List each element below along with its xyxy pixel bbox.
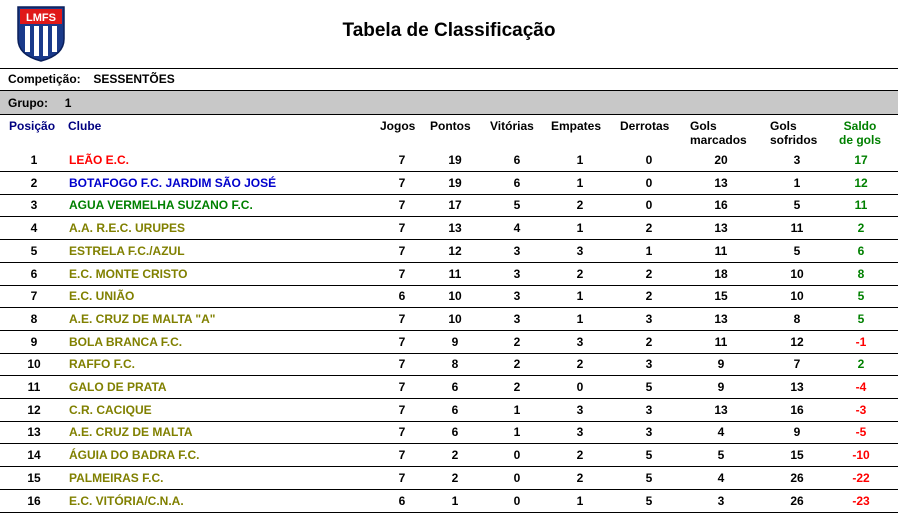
club-name-cell: BOTAFOGO F.C. JARDIM SÃO JOSÉ xyxy=(69,175,277,190)
games-cell: 7 xyxy=(398,243,406,258)
games-cell: 7 xyxy=(398,153,406,167)
goal-difference-cell: 6 xyxy=(857,243,865,258)
points-cell: 10 xyxy=(448,311,462,326)
table-row xyxy=(0,149,898,172)
losses-cell: 5 xyxy=(645,448,653,463)
table-row xyxy=(0,172,898,195)
games-cell: 7 xyxy=(398,311,406,326)
group-value: 1 xyxy=(64,96,72,110)
goals-against-cell: 1 xyxy=(793,175,801,190)
losses-cell: 2 xyxy=(645,266,653,281)
draws-cell: 2 xyxy=(576,357,584,372)
club-name-cell: E.C. UNIÃO xyxy=(69,289,135,304)
goal-difference-cell: -23 xyxy=(852,493,870,508)
competition-line xyxy=(8,72,175,86)
col-header-draws: Empates xyxy=(551,119,602,133)
wins-cell: 0 xyxy=(513,493,521,508)
goal-difference-cell: 12 xyxy=(854,175,868,190)
goal-difference-cell: 8 xyxy=(857,266,865,281)
position-cell: 5 xyxy=(30,243,38,258)
goals-for-cell: 13 xyxy=(714,402,728,417)
goals-for-cell: 16 xyxy=(714,198,728,213)
col-header-games: Jogos xyxy=(380,119,416,133)
draws-cell: 1 xyxy=(576,221,584,236)
draws-cell: 1 xyxy=(576,153,584,167)
table-row xyxy=(0,331,898,354)
position-cell: 7 xyxy=(30,289,38,304)
goals-against-cell: 16 xyxy=(790,402,804,417)
goals-against-cell: 9 xyxy=(793,425,801,440)
col-header-wins: Vitórias xyxy=(490,119,534,133)
losses-cell: 5 xyxy=(645,470,653,485)
draws-cell: 1 xyxy=(576,289,584,304)
club-name-cell: ÁGUIA DO BADRA F.C. xyxy=(69,448,200,463)
position-cell: 15 xyxy=(27,470,41,485)
losses-cell: 5 xyxy=(645,380,653,394)
col-header-goals-against: Gols sofridos xyxy=(770,119,818,147)
wins-cell: 4 xyxy=(513,221,521,236)
position-cell: 8 xyxy=(30,311,38,326)
games-cell: 7 xyxy=(398,198,406,213)
goals-for-cell: 13 xyxy=(714,175,728,190)
games-cell: 6 xyxy=(398,493,406,508)
group-label: Grupo: xyxy=(8,96,48,110)
losses-cell: 3 xyxy=(645,311,653,326)
col-header-points: Pontos xyxy=(430,119,471,133)
table-row xyxy=(0,217,898,240)
position-cell: 9 xyxy=(30,334,38,349)
club-name-cell: A.A. R.E.C. URUPES xyxy=(69,221,186,236)
draws-cell: 1 xyxy=(576,493,584,508)
divider xyxy=(0,68,898,69)
goals-for-cell: 4 xyxy=(717,470,725,485)
goals-against-cell: 13 xyxy=(790,380,804,394)
wins-cell: 3 xyxy=(513,243,521,258)
goals-against-cell: 15 xyxy=(790,448,804,463)
wins-cell: 2 xyxy=(513,380,521,394)
points-cell: 6 xyxy=(451,425,459,440)
goals-against-cell: 5 xyxy=(793,198,801,213)
goal-difference-cell: -22 xyxy=(852,470,870,485)
draws-cell: 2 xyxy=(576,198,584,213)
wins-cell: 1 xyxy=(513,402,521,417)
points-cell: 6 xyxy=(451,380,459,394)
goals-for-cell: 9 xyxy=(717,357,725,372)
goals-for-cell: 3 xyxy=(717,493,725,508)
position-cell: 3 xyxy=(30,198,38,213)
goals-against-cell: 10 xyxy=(790,266,804,281)
wins-cell: 3 xyxy=(513,311,521,326)
club-name-cell: E.C. VITÓRIA/C.N.A. xyxy=(69,493,184,508)
draws-cell: 2 xyxy=(576,448,584,463)
draws-cell: 3 xyxy=(576,243,584,258)
club-name-cell: LEÃO E.C. xyxy=(69,153,130,167)
position-cell: 6 xyxy=(30,266,38,281)
draws-cell: 3 xyxy=(576,425,584,440)
position-cell: 1 xyxy=(30,153,38,167)
losses-cell: 0 xyxy=(645,175,653,190)
goals-against-cell: 8 xyxy=(793,311,801,326)
table-row xyxy=(0,467,898,490)
losses-cell: 2 xyxy=(645,289,653,304)
losses-cell: 2 xyxy=(645,221,653,236)
losses-cell: 0 xyxy=(645,153,653,167)
table-row xyxy=(0,421,898,444)
points-cell: 19 xyxy=(448,175,462,190)
points-cell: 6 xyxy=(451,402,459,417)
games-cell: 7 xyxy=(398,470,406,485)
draws-cell: 3 xyxy=(576,334,584,349)
draws-cell: 2 xyxy=(576,266,584,281)
col-header-goal-difference: Saldo de gols xyxy=(838,119,881,147)
draws-cell: 1 xyxy=(576,175,584,190)
games-cell: 7 xyxy=(398,448,406,463)
position-cell: 10 xyxy=(27,357,41,372)
games-cell: 7 xyxy=(398,221,406,236)
goal-difference-cell: -4 xyxy=(855,380,867,394)
goal-difference-cell: 2 xyxy=(857,357,865,372)
goals-for-cell: 18 xyxy=(714,266,728,281)
table-row xyxy=(0,263,898,286)
points-cell: 2 xyxy=(451,448,459,463)
points-cell: 9 xyxy=(451,334,459,349)
table-row xyxy=(0,308,898,331)
position-cell: 2 xyxy=(30,175,38,190)
club-name-cell: A.E. CRUZ DE MALTA xyxy=(69,425,193,440)
competition-value: SESSENTÕES xyxy=(93,72,175,86)
goal-difference-cell: -10 xyxy=(852,448,870,463)
points-cell: 1 xyxy=(451,493,459,508)
col-header-losses: Derrotas xyxy=(620,119,670,133)
group-line xyxy=(8,96,71,110)
games-cell: 6 xyxy=(398,289,406,304)
losses-cell: 0 xyxy=(645,198,653,213)
goals-against-cell: 26 xyxy=(790,493,804,508)
points-cell: 11 xyxy=(448,266,462,281)
goal-difference-cell: 5 xyxy=(857,289,865,304)
goals-for-cell: 13 xyxy=(714,221,728,236)
wins-cell: 0 xyxy=(513,448,521,463)
table-row xyxy=(0,285,898,308)
games-cell: 7 xyxy=(398,425,406,440)
group-band xyxy=(0,91,898,114)
goal-difference-cell: -1 xyxy=(855,334,867,349)
points-cell: 10 xyxy=(448,289,462,304)
losses-cell: 5 xyxy=(645,493,653,508)
club-name-cell: ESTRELA F.C./AZUL xyxy=(69,243,185,258)
table-row xyxy=(0,240,898,263)
wins-cell: 3 xyxy=(513,266,521,281)
points-cell: 8 xyxy=(451,357,459,372)
table-row xyxy=(0,399,898,422)
club-name-cell: E.C. MONTE CRISTO xyxy=(69,266,188,281)
games-cell: 7 xyxy=(398,334,406,349)
goal-difference-cell: 11 xyxy=(854,198,868,213)
goals-against-cell: 10 xyxy=(790,289,804,304)
wins-cell: 6 xyxy=(513,153,521,167)
col-header-club: Clube xyxy=(68,119,102,133)
goals-against-cell: 11 xyxy=(790,221,804,236)
goals-against-cell: 7 xyxy=(793,357,801,372)
position-cell: 13 xyxy=(27,425,41,440)
table-row xyxy=(0,353,898,376)
goals-against-cell: 12 xyxy=(790,334,804,349)
goal-difference-cell: 2 xyxy=(857,221,865,236)
goals-for-cell: 9 xyxy=(717,380,725,394)
goal-difference-cell: 17 xyxy=(854,153,868,167)
position-cell: 16 xyxy=(27,493,41,508)
competition-label: Competição: xyxy=(8,72,81,86)
goals-against-cell: 3 xyxy=(793,153,801,167)
games-cell: 7 xyxy=(398,266,406,281)
club-name-cell: AGUA VERMELHA SUZANO F.C. xyxy=(69,198,253,213)
wins-cell: 0 xyxy=(513,470,521,485)
points-cell: 13 xyxy=(448,221,462,236)
col-header-goals-for: Gols marcados xyxy=(690,119,747,147)
table-row xyxy=(0,376,898,399)
goals-against-cell: 26 xyxy=(790,470,804,485)
wins-cell: 5 xyxy=(513,198,521,213)
club-name-cell: C.R. CACIQUE xyxy=(69,402,152,417)
points-cell: 2 xyxy=(451,470,459,485)
goals-for-cell: 4 xyxy=(717,425,725,440)
position-cell: 14 xyxy=(27,448,41,463)
draws-cell: 0 xyxy=(576,380,584,394)
games-cell: 7 xyxy=(398,402,406,417)
club-name-cell: GALO DE PRATA xyxy=(69,380,167,394)
goal-difference-cell: -5 xyxy=(855,425,867,440)
games-cell: 7 xyxy=(398,175,406,190)
club-name-cell: RAFFO F.C. xyxy=(69,357,135,372)
points-cell: 12 xyxy=(448,243,462,258)
goals-for-cell: 11 xyxy=(714,334,728,349)
losses-cell: 2 xyxy=(645,334,653,349)
divider xyxy=(0,114,898,115)
points-cell: 19 xyxy=(448,153,462,167)
goal-difference-cell: -3 xyxy=(855,402,867,417)
wins-cell: 6 xyxy=(513,175,521,190)
losses-cell: 3 xyxy=(645,425,653,440)
games-cell: 7 xyxy=(398,380,406,394)
page-title: Tabela de Classificação xyxy=(342,20,556,41)
club-name-cell: BOLA BRANCA F.C. xyxy=(69,334,183,349)
losses-cell: 3 xyxy=(645,357,653,372)
wins-cell: 2 xyxy=(513,334,521,349)
table-row xyxy=(0,490,898,513)
goals-against-cell: 5 xyxy=(793,243,801,258)
draws-cell: 1 xyxy=(576,311,584,326)
position-cell: 11 xyxy=(27,380,41,394)
losses-cell: 1 xyxy=(645,243,653,258)
table-row xyxy=(0,444,898,467)
col-header-position: Posição xyxy=(9,119,56,133)
position-cell: 4 xyxy=(30,221,38,236)
points-cell: 17 xyxy=(448,198,462,213)
goals-for-cell: 5 xyxy=(717,448,725,463)
games-cell: 7 xyxy=(398,357,406,372)
wins-cell: 2 xyxy=(513,357,521,372)
goal-difference-cell: 5 xyxy=(857,311,865,326)
table-row xyxy=(0,194,898,217)
goals-for-cell: 15 xyxy=(714,289,728,304)
goals-for-cell: 20 xyxy=(714,153,728,167)
wins-cell: 3 xyxy=(513,289,521,304)
draws-cell: 3 xyxy=(576,402,584,417)
svg-text:LMFS: LMFS xyxy=(26,12,56,24)
position-cell: 12 xyxy=(27,402,41,417)
goals-for-cell: 11 xyxy=(714,243,728,258)
club-name-cell: A.E. CRUZ DE MALTA "A" xyxy=(69,311,216,326)
club-name-cell: PALMEIRAS F.C. xyxy=(69,470,164,485)
losses-cell: 3 xyxy=(645,402,653,417)
wins-cell: 1 xyxy=(513,425,521,440)
goals-for-cell: 13 xyxy=(714,311,728,326)
draws-cell: 2 xyxy=(576,470,584,485)
